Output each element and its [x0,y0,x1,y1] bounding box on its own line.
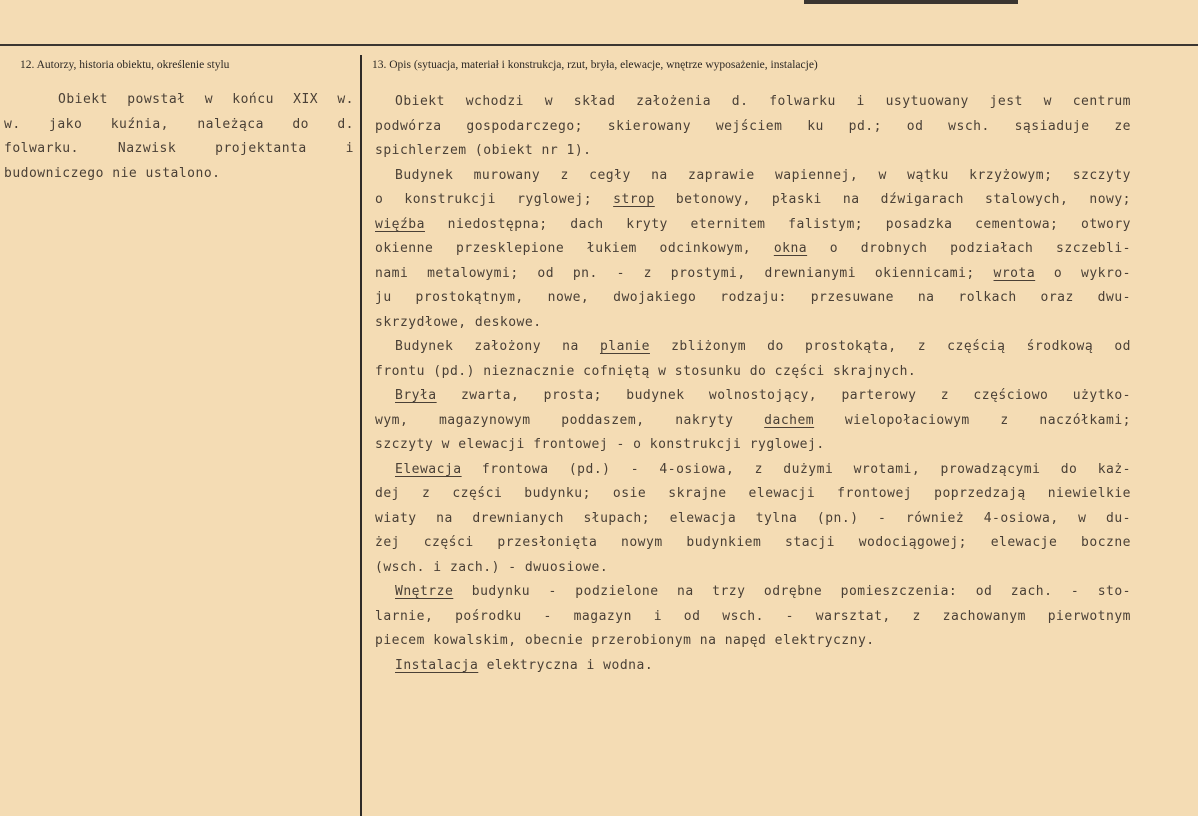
underlined-term: Elewacja [395,461,462,477]
section-13-line [375,286,1131,311]
section-12-line: Obiekt powstał w końcu XIX w. [58,92,354,107]
line-text: spichlerzem (obiekt nr 1). [375,143,592,158]
line-text: betonowy, płaski na dźwigarach stalowych, nowy; [654,192,1131,207]
section-13-line [375,580,1131,605]
section-13-line [375,139,1131,164]
section-13-line [375,213,1131,238]
section-13-line [375,409,1131,434]
line-text: wielopołaciowym z naczółkami; [814,412,1131,428]
section-13-line [375,629,1131,654]
line-text: budynku - podzielone na trzy odrębne pomieszczenia: od zach. - sto- [453,584,1131,599]
form-top-rule [0,44,1198,46]
section-13-line [375,384,1131,409]
section-13-line [375,237,1131,262]
line-text: o konstrukcji ryglowej; [375,192,614,207]
line-text: szczyty w elewacji frontowej - o konstrukcji ryglowej. [375,437,825,452]
section-13-line [375,507,1131,532]
line-text: wiaty na drewnianych słupach; elewacja tylna (pn.) - również 4-osiowa, w du- [375,510,1131,526]
section-12-line: folwarku. Nazwisk projektanta i [4,141,354,156]
line-text: (wsch. i zach.) - dwuosiowe. [375,559,609,575]
line-text: Obiekt wchodzi w skład założenia d. folwarku i usytuowany jest w centrum [395,94,1131,109]
section-13-line [375,115,1131,140]
underlined-term: strop [613,192,655,207]
line-text: podwórza gospodarczego; skierowany wejściem ku pd.; od wsch. sąsiaduje ze [375,118,1131,134]
section-13-line [375,335,1131,360]
line-text: dej z części budynku; osie skrajne elewacji frontowej poprzedzają niewielkie [375,486,1131,501]
underlined-term: więźba [375,216,425,232]
section-13-line [375,164,1131,189]
line-text: elektryczna i wodna. [478,657,654,673]
top-edge-bar [804,0,1018,4]
section-13-line [375,188,1131,213]
underlined-term: okna [773,241,808,256]
line-text: okienne przesklepione łukiem odcinkowym, [375,241,774,256]
line-text: niedostępna; dach kryty eternitem falistym; posadzka cementowa; otwory [424,216,1131,232]
underlined-term: Instalacja [395,657,479,673]
section-13-line [375,654,1131,679]
section-13-line [375,531,1131,556]
section-13-line [375,90,1131,115]
line-text: skrzydłowe, deskowe. [375,314,542,330]
section-13-line [375,311,1131,336]
line-text: nami metalowymi; od pn. - z prostymi, drewnianymi okiennicami; [375,265,994,281]
line-text: o drobnych podziałach szczebli- [807,241,1131,256]
line-text: wym, magazynowym poddaszem, nakryty [375,412,765,428]
line-text: Budynek murowany z cegły na zaprawie wapiennej, w wątku krzyżowym; szczyty [395,167,1131,183]
line-text: frontowa (pd.) - 4-osiowa, z dużymi wrotami, prowadzącymi do każ- [461,461,1131,477]
line-text: o wykro- [1035,265,1131,281]
column-divider [360,55,362,816]
line-text: zwarta, prosta; budynek wolnostojący, parterowy z częściowo użytko- [436,388,1131,403]
section-13-line [375,262,1131,287]
line-text: zbliżonym do prostokąta, z częścią środkową od [649,339,1131,354]
line-text: frontu (pd.) nieznacznie cofniętą w stosunku do części skrajnych. [375,363,917,379]
section-13-line [375,458,1131,483]
section-13-body [375,90,1131,678]
section-12-line: budowniczego nie ustalono. [4,165,221,181]
underlined-term: wrota [993,265,1036,281]
line-text: larnie, pośrodku - magazyn i od wsch. - warsztat, z zachowanym pierwotnym [375,608,1131,624]
underlined-term: Wnętrze [395,584,454,599]
underlined-term: planie [599,339,650,354]
section-13-line [375,482,1131,507]
section-12-header: 12. Autorzy, historia obiektu, określenie stylu [20,59,230,71]
section-12-line: w. jako kuźnia, należąca do d. [4,116,354,132]
line-text: Budynek założony na [395,339,600,354]
line-text: żej części przesłonięta nowym budynkiem stacji wodociągowej; elewacje boczne [375,535,1131,550]
section-13-header: 13. Opis (sytuacja, materiał i konstrukcja, rzut, bryła, elewacje, wnętrze wyposażenie, instalacje) [372,59,818,71]
section-13-line [375,605,1131,630]
line-text: piecem kowalskim, obecnie przerobionym na napęd elektryczny. [375,633,875,648]
underlined-term: Bryła [395,388,437,403]
section-13-line [375,433,1131,458]
section-13-line [375,360,1131,385]
underlined-term: dachem [764,412,815,428]
section-13-line [375,556,1131,581]
section-12-body [4,88,354,186]
line-text: ju prostokątnym, nowe, dwojakiego rodzaju: przesuwane na rolkach oraz dwu- [375,290,1131,305]
